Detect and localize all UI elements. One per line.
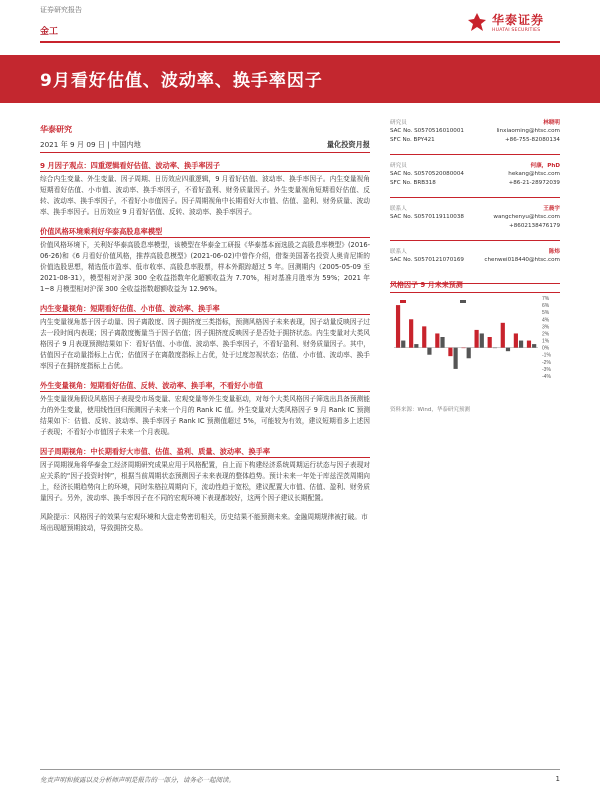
analyst-sac: SAC No. S0570520080004 — [390, 171, 464, 177]
block-heading: 9 月因子观点：四重逻辑看好估值、波动率、换手率因子 — [40, 160, 370, 172]
bar — [527, 341, 531, 348]
block-3 — [40, 380, 370, 438]
analyst-sac: SAC No. S0570119110038 — [390, 214, 464, 220]
header-bar — [40, 0, 560, 44]
risk-warning: 风险提示：风格因子的效果与宏观环境和大盘走势密切相关，历史结果不能预测未来。金融周期规律被打破。市场出现超预期波动，导致拥挤交易。 — [40, 513, 368, 532]
legend-swatch — [460, 300, 466, 303]
analyst-role: 研究员 — [390, 120, 407, 126]
chart-area — [390, 294, 560, 384]
block-heading: 外生变量视角：短期看好估值、反转、波动率、换手率，不看好小市值 — [40, 380, 370, 392]
legend-swatch — [400, 300, 406, 303]
bar — [401, 341, 405, 348]
analyst-role: 联系人 — [390, 249, 407, 255]
analyst-email[interactable]: chenwei018440@htsc.com — [484, 257, 560, 263]
analyst-role: 联系人 — [390, 206, 407, 212]
tick-label: 3% — [542, 324, 550, 331]
org-label: 华泰研究 — [40, 125, 72, 134]
report-region: 中国内地 — [112, 140, 141, 149]
bar — [396, 305, 400, 348]
tick-label: -3% — [542, 366, 551, 373]
block-text: 内生变量视角基于因子动量、因子离散度、因子拥挤度三类指标，预测风格因子未来表现，因子动量反映因子过去一段时间内表现；因子离散度衡量当于因子估值；因子拥挤度反映因子是否处于拥挤状态。内生变量对大类风格因子 9 月表现预测结果如下：看好估值、小市值、波动率、换手率因子，不看好盈利、财务质量因子。其中，估值因子在动量指标上占优；估值因子在离散度指标上占优，处于过度忽视状态；估值、小市值、波动率、换手率因子在拥挤度指标上占优。 — [40, 318, 370, 370]
analyst-card — [390, 204, 560, 241]
doc-type-label: 证券研究报告 — [40, 6, 82, 14]
tick-label: 1% — [542, 338, 550, 345]
dateline — [40, 140, 370, 150]
analyst-panel — [390, 118, 560, 290]
analyst-name: 陈炜 — [548, 249, 560, 255]
bar — [475, 330, 479, 348]
bar — [532, 344, 536, 348]
analyst-email[interactable]: linxiaoming@htsc.com — [496, 128, 560, 134]
chart-title: 风格因子 9 月未来预测 — [390, 280, 560, 293]
bar — [480, 333, 484, 347]
block-1 — [40, 226, 370, 295]
block-text: 因子周期视角将华泰金工经济周期研究成果应用于风格配置，自上而下构建经济系统周期运行状态与因子表现对应关系的“因子投资时钟”，根据当前周期状态预测因子未来表现的整体趋势。预计未来一年处于库兹涅茨周期向上，经济长期趋势向上的环境，同时朱格拉周期向下，流动性趋于宽松，建议配置大市值、估值、盈利、财务质量因子。另外，波动率、换手率因子在不同的宏观环境下表现都较好，这两个因子建议长期配置。 — [40, 461, 370, 502]
bar — [514, 333, 518, 347]
bar — [422, 326, 426, 347]
bar — [454, 348, 458, 369]
analyst-phone: +86-755-82080134 — [505, 137, 560, 143]
bar — [461, 348, 465, 349]
bar — [440, 337, 444, 348]
bar — [501, 323, 505, 348]
bar — [519, 341, 523, 348]
header-rule — [40, 41, 560, 43]
title-banner — [0, 55, 600, 103]
report-type: 量化投资月报 — [326, 140, 370, 149]
analyst-card — [390, 247, 560, 284]
logo-en-text: HUATAI SECURITIES — [492, 28, 541, 33]
analyst-sac: SAC No. S0570516010001 — [390, 128, 464, 134]
section-label: 金工 — [40, 27, 59, 37]
tick-label: -1% — [542, 352, 551, 359]
block-0 — [40, 160, 370, 218]
analyst-role: 研究员 — [390, 163, 407, 169]
analyst-sfc: SFC No. BPY421 — [390, 137, 435, 143]
analyst-phone: +86-21-28972039 — [508, 180, 560, 186]
footer-rule — [40, 769, 560, 770]
dateline-rule — [40, 152, 370, 153]
bar — [414, 344, 418, 348]
tick-label: -2% — [542, 359, 551, 366]
report-date: 2021 年 9 月 09 日 — [40, 140, 105, 149]
block-heading: 价值风格环境乘利好华泰高股息率模型 — [40, 226, 370, 238]
disclaimer: 免责声明和披露以及分析师声明是报告的一部分，请务必一起阅读。 — [40, 776, 235, 784]
bar — [488, 337, 492, 348]
page-number: 1 — [555, 775, 560, 783]
bar — [467, 348, 471, 359]
block-2 — [40, 303, 370, 372]
tick-label: 4% — [542, 317, 550, 324]
tick-label: 6% — [542, 303, 550, 310]
company-logo — [466, 10, 560, 38]
analyst-email[interactable]: hekang@htsc.com — [508, 171, 560, 177]
report-title: 9月看好估值、波动率、换手率因子 — [40, 71, 323, 91]
analyst-sac: SAC No. S0570121070169 — [390, 257, 464, 263]
bar — [427, 348, 431, 355]
block-heading: 内生变量视角：短期看好估值、小市值、波动率、换手率 — [40, 303, 370, 315]
bar-chart — [390, 294, 560, 384]
main-content — [40, 160, 370, 534]
block-text: 外生变量视角假设风格因子表现受市场变量、宏观变量等外生变量驱动，对每个大类风格因子筛选出具备预测能力的外生变量，使用线性回归预测因子未来一个月的 Rank IC 值。外生变量对大类风格因子 9 月 Rank IC 预测结果如下：估值、反转、波动率、换手率因子 Rank IC 预测值超过 5%，可能较为有效，建议短期看多上述因子表现；不看好小市值因子未来一个月表现。 — [40, 395, 370, 436]
analyst-card — [390, 161, 560, 198]
analyst-email[interactable]: wangchenyu@htsc.com — [493, 214, 560, 220]
tick-label: 2% — [542, 331, 550, 338]
chart-source: 资料来源：Wind，华泰研究预测 — [390, 407, 470, 413]
analyst-phone: +8602138476179 — [509, 223, 560, 229]
analyst-card — [390, 118, 560, 155]
logo-text: 华泰证券 — [492, 13, 545, 27]
analyst-name: 林晓明 — [543, 120, 560, 126]
block-4 — [40, 446, 370, 504]
bar — [409, 319, 413, 347]
tick-label: 0% — [542, 345, 550, 352]
tick-label: 5% — [542, 310, 550, 317]
tick-label: -4% — [542, 374, 551, 380]
date-divider: | — [107, 140, 113, 149]
analyst-name: 王晨宇 — [543, 206, 560, 212]
block-text: 综合内生变量、外生变量、因子周期、日历效应四重逻辑，9 月看好估值、波动率、换手率因子。内生变量视角短期看好估值、小市值、波动率、换手率因子，不看好盈利、财务质量因子。外生变量视角短期看好估值、反转、波动率、换手率因子，不看好小市值因子。因子周期视角中长期看好大市值、估值、盈利、财务质量、波动率、换手率因子。日历效应 9 月看好估值、反转、波动率、换手率因子。 — [40, 175, 370, 216]
analyst-sfc: SFC No. BRB318 — [390, 180, 436, 186]
bar — [493, 348, 497, 349]
tick-label: 7% — [542, 296, 550, 302]
bar — [448, 348, 452, 357]
bar — [435, 333, 439, 347]
logo-mark-icon — [466, 12, 488, 34]
block-text: 价值风格环境下，关利好华泰高股息率模型，该模型在华泰金工研报《华泰基本面选股之高股息率模型》(2016-06-26)和《6 月看好价值风格，推荐高股息模型》(2021-06-02)中曾作介绍，借鉴美国著名投资人奥肯尼斯的价值选股思想，精选低市盈率、低市收率、高股息率股票，样本外跟踪超过 5 年。回测期内（2005-05-09 至 2021-08-31），模型相对沪深 300 全收益指数年化超额收益为 7.70%，相对基准月胜率为 59%；2021 年 1~8 月模型相对沪深 300 全收益指数超额收益为 12.96%。 — [40, 241, 370, 293]
analyst-name: 何康，PhD — [530, 163, 560, 169]
bar — [506, 348, 510, 352]
block-heading: 因子周期视角：中长期看好大市值、估值、盈利、质量、波动率、换手率 — [40, 446, 370, 458]
